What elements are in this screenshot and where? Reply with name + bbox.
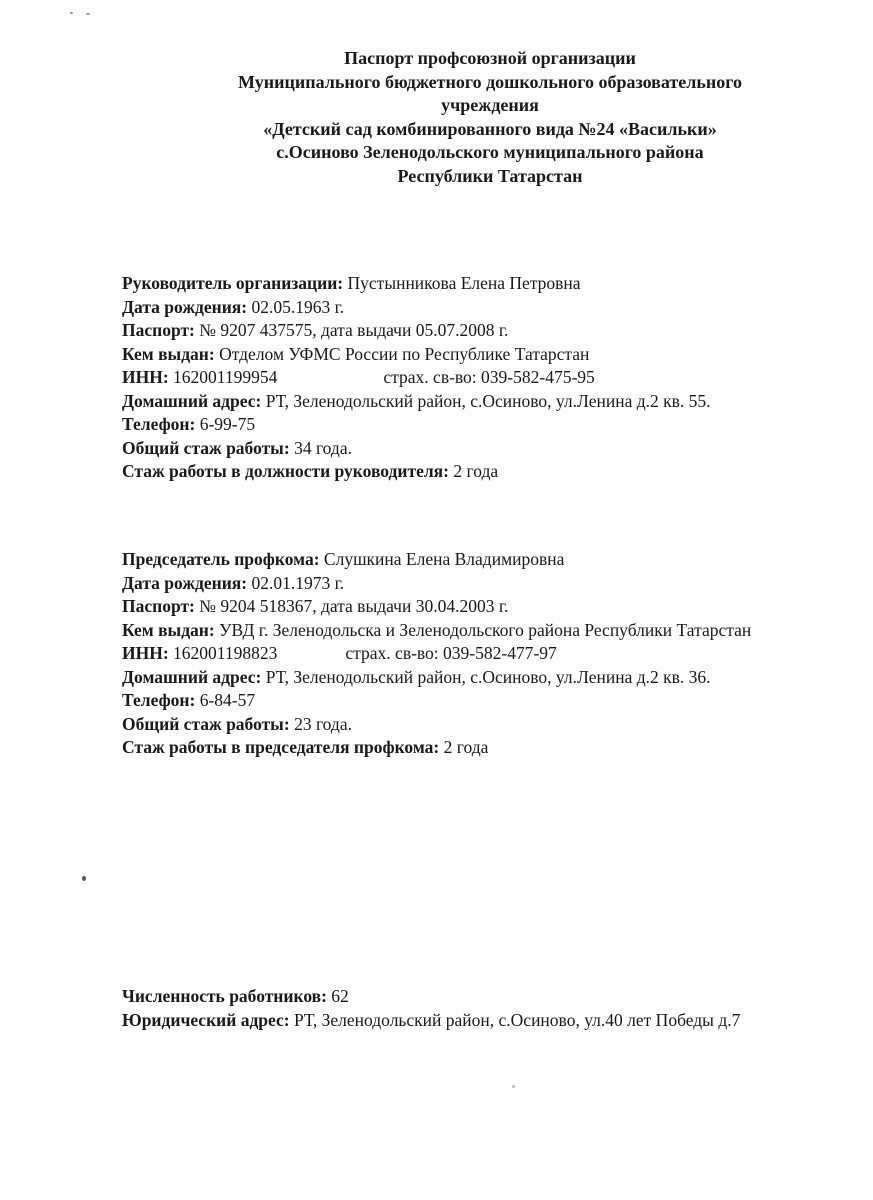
head-exp-value: 34 года. [289, 437, 352, 458]
union-chair-section [122, 548, 822, 760]
scan-speck [82, 876, 86, 881]
staff-count-label: Численность работников: [122, 986, 327, 1006]
chair-phone-label: Телефон: [122, 690, 196, 710]
chair-address-label: Домашний адрес: [122, 666, 262, 687]
head-passport-label: Паспорт: [122, 320, 195, 340]
head-role-label: Руководитель организации: [122, 273, 344, 293]
head-birth-row [122, 296, 822, 320]
legal-address-label: Юридический адрес: [122, 1009, 290, 1030]
head-phone-row [122, 413, 822, 437]
staff-count-value: 62 [326, 986, 349, 1006]
head-birth-label: Дата рождения: [122, 296, 248, 317]
head-exp-label: Общий стаж работы: [122, 437, 290, 458]
head-role-value: Пустынникова Елена Петровна [343, 273, 581, 293]
head-passport-value: № 9207 437575, дата выдачи 05.07.2008 г. [194, 320, 509, 340]
chair-role-value: Слушкина Елена Владимировна [319, 549, 565, 569]
title-line-5: с.Осиново Зеленодольского муниципального района [276, 142, 704, 162]
head-issued-label: Кем выдан: [122, 343, 215, 364]
head-of-organization-section [122, 272, 822, 484]
title-line-6: Республики Татарстан [397, 165, 583, 186]
head-lead-exp-label: Стаж работы в должности руководителя: [122, 461, 449, 481]
chair-exp-value: 23 года. [289, 713, 352, 734]
chair-phone-value: 6-84-57 [195, 690, 256, 710]
title-line-4: «Детский сад комбинированного вида №24 «Васильки» [263, 118, 717, 139]
head-phone-label: Телефон: [122, 414, 196, 434]
head-inn-value: 162001199954 [168, 367, 278, 387]
head-lead-exp-value: 2 года [448, 461, 499, 481]
head-inn-row [122, 366, 822, 390]
chair-birth-value: 02.01.1973 г. [247, 572, 345, 593]
chair-phone-row [122, 689, 822, 713]
chair-exp-label: Общий стаж работы: [122, 713, 290, 734]
chair-issued-value: УВД г. Зеленодольска и Зеленодольского района Республики Татарстан [214, 619, 752, 640]
scan-speck [70, 12, 73, 14]
head-lead-exp-row [122, 460, 822, 484]
document-title [120, 47, 860, 188]
chair-role-exp-label: Стаж работы в председателя профкома: [122, 737, 440, 757]
chair-address-value: РТ, Зеленодольский район, с.Осиново, ул.Ленина д.2 кв. 36. [261, 666, 711, 687]
chair-passport-value: № 9204 518367, дата выдачи 30.04.2003 г. [194, 596, 509, 616]
chair-role-row [122, 548, 822, 572]
staff-count-row [122, 985, 822, 1009]
chair-inn-value: 162001198823 [168, 643, 278, 663]
head-birth-value: 02.05.1963 г. [247, 296, 345, 317]
legal-address-value: РТ, Зеленодольский район, с.Осиново, ул.40 лет Победы д.7 [289, 1009, 741, 1030]
title-line-3: учреждения [441, 95, 539, 115]
chair-passport-label: Паспорт: [122, 596, 195, 616]
head-passport-row [122, 319, 822, 343]
organization-info-section [122, 985, 822, 1032]
chair-passport-row [122, 595, 822, 619]
chair-role-label: Председатель профкома: [122, 549, 320, 569]
chair-issued-row [122, 619, 782, 643]
head-address-label: Домашний адрес: [122, 390, 262, 411]
head-issued-row [122, 343, 822, 367]
head-role-row [122, 272, 822, 296]
title-line-1: Паспорт профсоюзной организации [344, 48, 636, 68]
chair-snils-value: страх. св-во: 039-582-477-97 [345, 643, 557, 663]
legal-address-row [122, 1009, 812, 1033]
head-snils-value: страх. св-во: 039-582-475-95 [383, 367, 595, 387]
chair-birth-row [122, 572, 822, 596]
chair-inn-row [122, 642, 822, 666]
title-line-2: Муниципального бюджетного дошкольного образовательного [238, 71, 742, 92]
head-phone-value: 6-99-75 [195, 414, 256, 434]
head-exp-row [122, 437, 822, 461]
head-inn-label: ИНН: [122, 367, 169, 387]
chair-issued-label: Кем выдан: [122, 619, 215, 640]
chair-birth-label: Дата рождения: [122, 572, 248, 593]
scan-speck [86, 13, 90, 15]
head-issued-value: Отделом УФМС России по Республике Татарстан [214, 343, 590, 364]
chair-role-exp-value: 2 года [439, 737, 489, 757]
head-address-row [122, 390, 822, 414]
chair-address-row [122, 666, 822, 690]
chair-role-exp-row [122, 736, 822, 760]
head-address-value: РТ, Зеленодольский район, с.Осиново, ул.Ленина д.2 кв. 55. [261, 390, 711, 411]
scan-speck [512, 1085, 515, 1088]
chair-exp-row [122, 713, 822, 737]
chair-inn-label: ИНН: [122, 643, 169, 663]
